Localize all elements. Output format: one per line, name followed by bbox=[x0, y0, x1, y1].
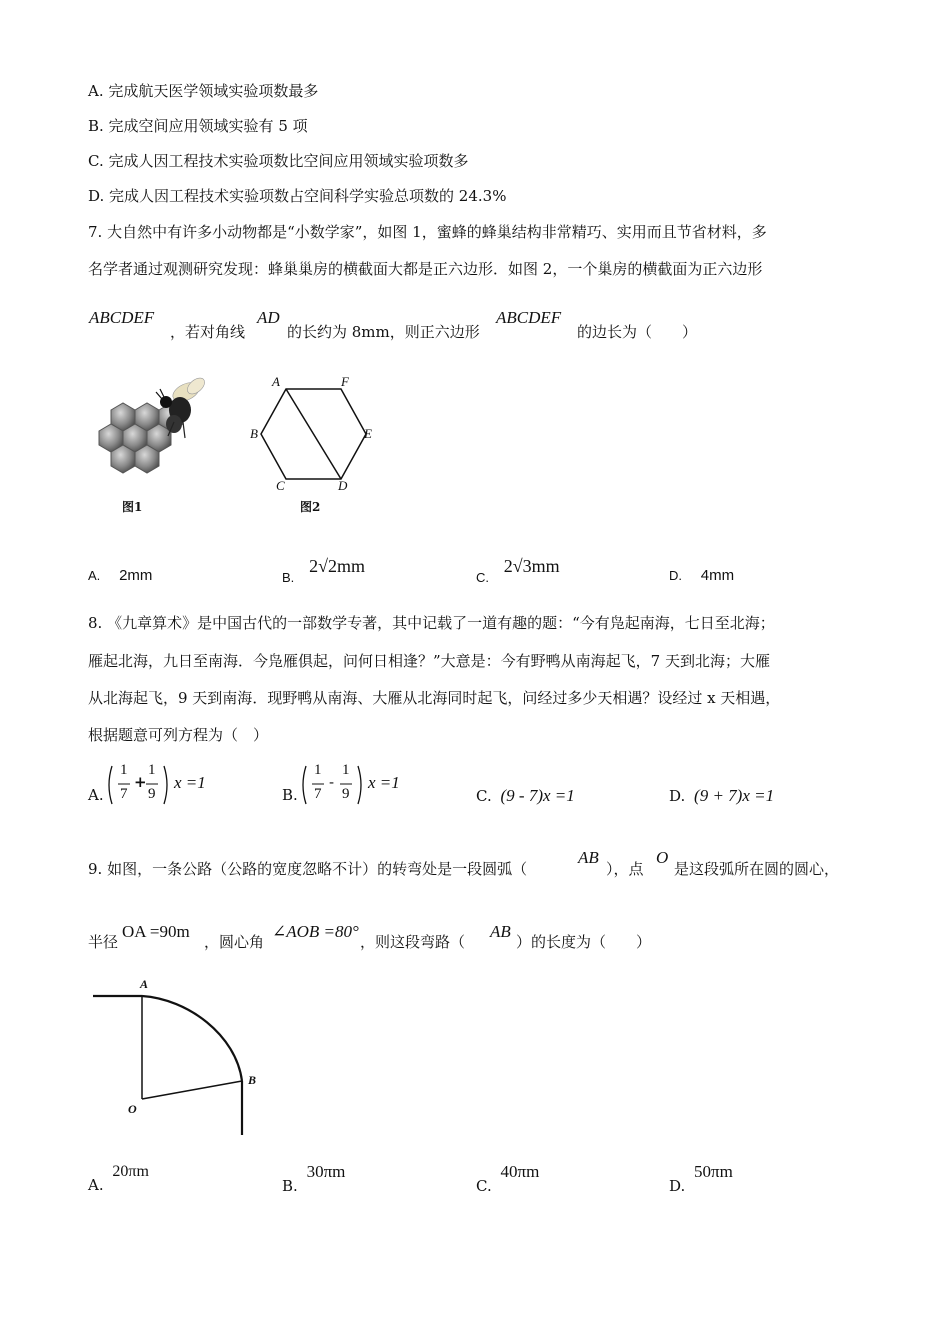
hex-label-d: D bbox=[338, 478, 348, 493]
q7-option-d: D. 4mm bbox=[669, 567, 735, 584]
q9-math-arc-ab-1: AB bbox=[578, 848, 599, 867]
q8-line-2: 雁起北海，九日至南海．今凫雁俱起，问何日相逢？”大意是：今有野鸭从南海起飞，7 天到北海；大雁 bbox=[88, 652, 770, 670]
q9-math-angle: ∠AOB =80° bbox=[272, 922, 359, 941]
q9-text-4: 半径 bbox=[88, 933, 119, 951]
q9-math-arc-ab-2: AB bbox=[490, 922, 511, 941]
q9-option-a: A. 20πm bbox=[88, 1163, 149, 1194]
q9-text-6: ，则这段弯路（ bbox=[360, 933, 466, 951]
q9-text-5: ，圆心角 bbox=[204, 933, 265, 951]
q9-option-d: D. 50πm bbox=[669, 1162, 733, 1195]
road-arc-diagram bbox=[88, 975, 278, 1140]
q7-option-a: A. 2mm bbox=[88, 567, 153, 584]
q9-option-c: C. 40πm bbox=[476, 1162, 540, 1195]
q6-option-b: B. 完成空间应用领域实验有 5 项 bbox=[88, 117, 308, 135]
q9-figure-road bbox=[88, 975, 278, 1140]
q6-option-d: D. 完成人因工程技术实验项数占空间科学实验总项数的 24.3% bbox=[88, 187, 507, 205]
q8-line-1: 8. 《九章算术》是中国古代的一部数学专著，其中记载了一道有趣的题：“今有凫起南海，七日至北海； bbox=[88, 614, 775, 632]
q7-math-abcdef-1: ABCDEF bbox=[89, 308, 155, 327]
q8-line-3: 从北海起飞，9 天到南海．现野鸭从南海、大雁从北海同时起飞，问经过多少天相遇？设经过 x 天相遇， bbox=[88, 689, 781, 707]
honeycomb-image bbox=[88, 372, 218, 517]
q9-math-o: O bbox=[656, 848, 669, 867]
q6-option-c: C. 完成人因工程技术实验项数比空间应用领域实验项数多 bbox=[88, 152, 469, 170]
hex-label-c: C bbox=[276, 478, 285, 493]
q7-text-diagonal: ，若对角线 bbox=[170, 323, 246, 341]
q7-line-1: 7. 大自然中有许多小动物都是“小数学家”，如图 1，蜜蜂的蜂巢结构非常精巧、实用而且节省材料，多 bbox=[88, 223, 767, 241]
road-label-o: O bbox=[128, 1102, 137, 1116]
q8-option-a: A. 1 7 + 1 9 x =1 bbox=[88, 760, 268, 810]
q7-option-b: B. 2√2mm bbox=[282, 556, 365, 585]
q7-figure-1-caption: 图1 bbox=[122, 500, 143, 514]
q8-option-d: D. (9 + 7)x =1 bbox=[669, 786, 775, 805]
hex-label-f: F bbox=[341, 374, 349, 389]
q7-figure-1 bbox=[88, 372, 218, 517]
q7-text-side: 的边长为（ ） bbox=[577, 323, 698, 341]
q9-text-1: 9. 如图，一条公路（公路的宽度忽略不计）的转弯处是一段圆弧（ bbox=[88, 860, 528, 878]
road-label-a: A bbox=[140, 977, 149, 991]
q7-option-c: C. 2√3mm bbox=[476, 556, 560, 585]
q7-figure-2 bbox=[246, 372, 386, 517]
q6-option-a: A. 完成航天医学领域实验项数最多 bbox=[88, 82, 319, 100]
q7-math-ad: AD bbox=[257, 308, 280, 327]
q7-figure-2-caption: 图2 bbox=[300, 500, 321, 514]
q8-line-4: 根据题意可列方程为（ ） bbox=[88, 726, 269, 744]
q9-option-b: B. 30πm bbox=[282, 1162, 346, 1195]
q7-math-abcdef-2: ABCDEF bbox=[496, 308, 562, 327]
hex-label-e: E bbox=[364, 426, 372, 441]
q7-line-2: 名学者通过观测研究发现：蜂巢巢房的横截面大都是正六边形．如图 2，一个巢房的横截面为正六边形 bbox=[88, 260, 763, 278]
hex-label-a: A bbox=[272, 374, 280, 389]
q9-text-2: ），点 bbox=[606, 860, 644, 878]
hex-label-b: B bbox=[250, 426, 258, 441]
q7-text-length: 的长约为 8mm，则正六边形 bbox=[287, 323, 480, 341]
q9-text-3: 是这段弧所在圆的圆心， bbox=[674, 860, 840, 878]
q9-text-7: ）的长度为（ ） bbox=[516, 933, 652, 951]
q8-option-c: C. (9 - 7)x =1 bbox=[476, 786, 575, 805]
q8-option-b: B. 1 7 - 1 9 x =1 bbox=[282, 760, 462, 810]
q9-math-radius: OA =90m bbox=[122, 922, 190, 941]
road-label-b: B bbox=[248, 1073, 257, 1087]
